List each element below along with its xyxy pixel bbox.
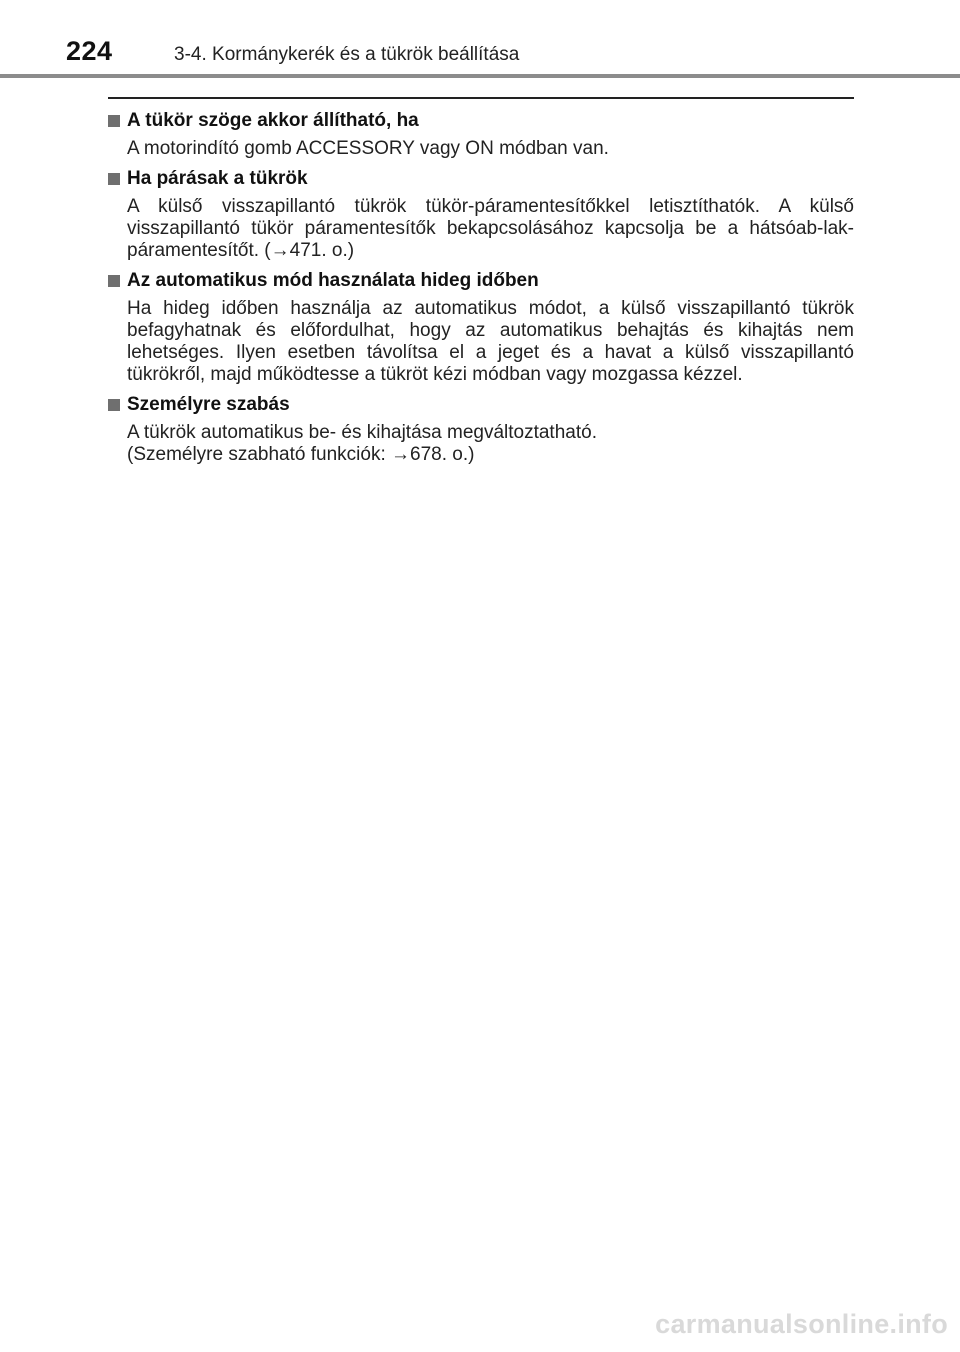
page-header <box>0 0 960 80</box>
note-item <box>108 392 854 466</box>
note-heading <box>108 268 854 294</box>
note-text: A motorindító gomb ACCESSORY vagy ON módban van. <box>127 138 609 159</box>
note-text: Ha hideg időben használja az automatikus módot, a külső visszapillantó tükrök befagyhatnak és előfordulhat, hogy az automatikus behajtás és kihajtás nem lehetséges. Ilyen esetben távolítsa el a jeget és a havat a külső visszapillantó tükrökről, majd működtesse a tükröt kézi módban vagy mozgassa kézzel. <box>127 298 854 385</box>
watermark: carmanualsonline.info <box>655 1309 948 1339</box>
note-text: (Személyre szabható funkciók: →678. o.) <box>127 444 475 465</box>
note-body <box>127 196 854 262</box>
note-item <box>108 268 854 386</box>
header-divider <box>0 74 960 78</box>
note-text: A tükrök automatikus be- és kihajtása megváltoztatható. <box>127 422 597 443</box>
note-heading <box>108 108 854 134</box>
square-bullet-icon <box>108 399 120 411</box>
square-bullet-icon <box>108 115 120 127</box>
note-heading-text: Személyre szabás <box>127 394 290 415</box>
note-body <box>127 138 854 160</box>
note-body <box>127 422 854 466</box>
note-body <box>127 298 854 386</box>
note-heading <box>108 392 854 418</box>
note-heading-text: Az automatikus mód használata hideg időben <box>127 270 539 291</box>
section-divider <box>108 97 854 99</box>
square-bullet-icon <box>108 173 120 185</box>
note-text: A külső visszapillantó tükrök tükör-páramentesítőkkel letisztíthatók. A külső visszapillantó tükör páramentesítők bekapcsolásához kapcsolja be a hátsóab-lak-páramentesítőt. (→471. o.) <box>127 196 854 261</box>
content-body <box>108 108 854 472</box>
square-bullet-icon <box>108 275 120 287</box>
chapter-title: 3-4. Kormánykerék és a tükrök beállítása <box>174 44 520 65</box>
note-heading <box>108 166 854 192</box>
note-item <box>108 166 854 262</box>
note-heading-text: A tükör szöge akkor állítható, ha <box>127 110 419 131</box>
page-number: 224 <box>66 36 113 66</box>
note-item <box>108 108 854 160</box>
note-heading-text: Ha párásak a tükrök <box>127 168 308 189</box>
